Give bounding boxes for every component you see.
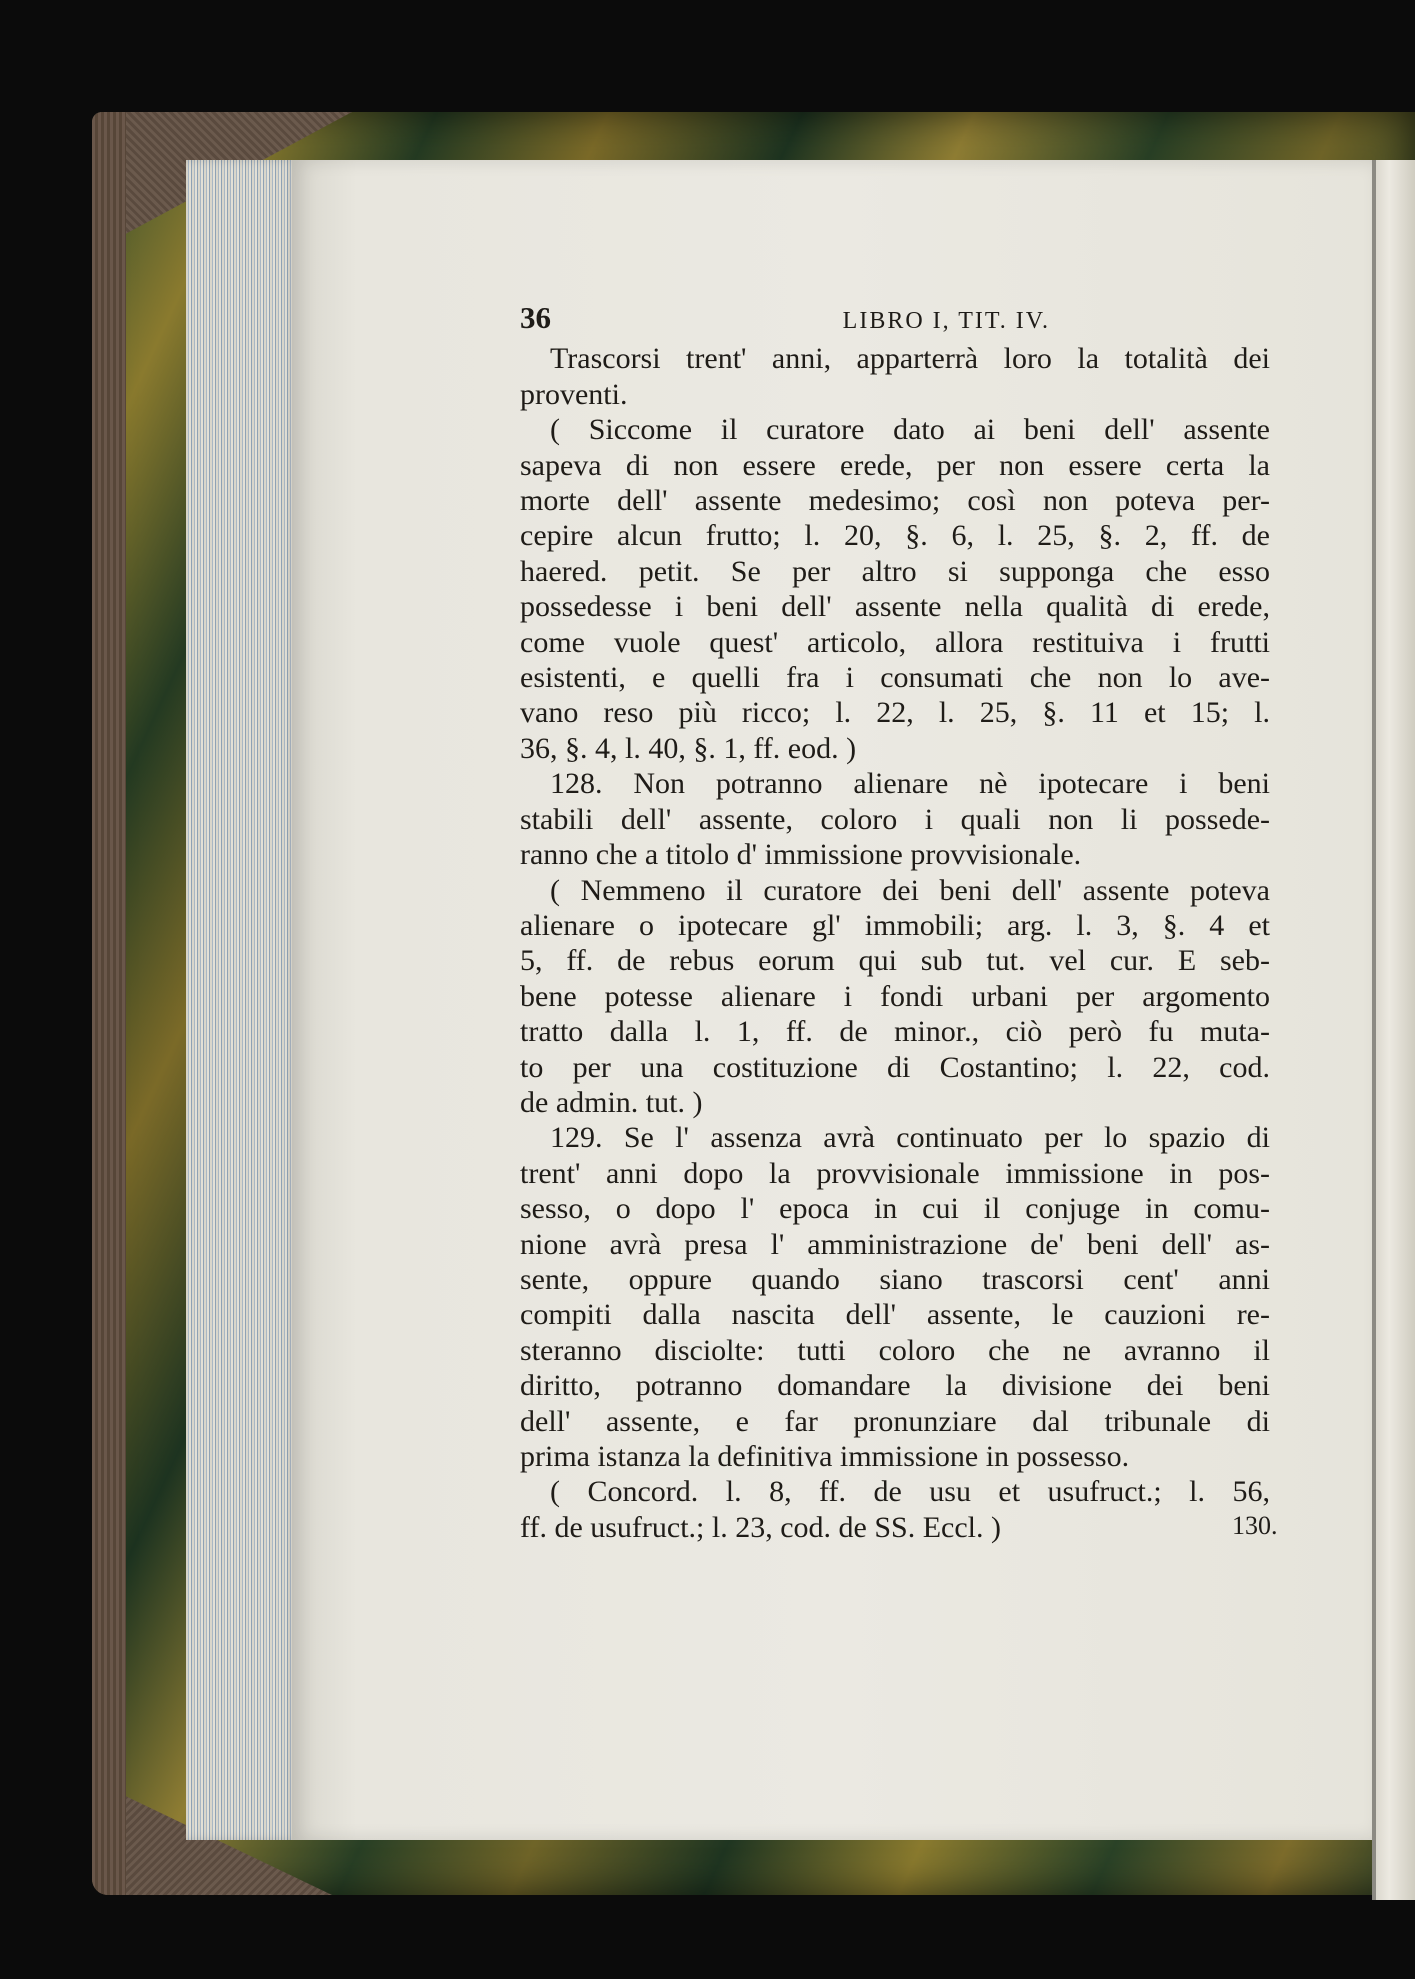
text-line: de admin. tut. ) (520, 1085, 703, 1119)
text-line: nione avrà presa l' amministrazione de' beni dell' as- (520, 1227, 1270, 1261)
text-line: trent' anni dopo la provvisionale immissione in pos- (520, 1156, 1270, 1190)
text-line: cepire alcun frutto; l. 20, §. 6, l. 25, §. 2, ff. de (520, 519, 1270, 553)
text-line: haered. petit. Se per altro si supponga che esso (520, 554, 1270, 588)
text-line: steranno disciolte: tutti coloro che ne avranno il (520, 1333, 1270, 1367)
text-line: to per una costituzione di Costantino; l. 22, cod. (520, 1050, 1270, 1084)
text-line: come vuole quest' articolo, allora restituiva i frutti (520, 625, 1270, 659)
text-line: possedesse i beni dell' assente nella qualità di erede, (520, 590, 1270, 624)
book-spine-edge (92, 112, 126, 1895)
text-line: ( Concord. l. 8, ff. de usu et usufruct.; l. 56, (550, 1475, 1270, 1509)
text-line: prima istanza la definitiva immissione in possesso. (520, 1440, 1130, 1473)
text-line: ( Nemmeno il curatore dei beni dell' assente poteva (550, 873, 1270, 907)
text-line: ranno che a titolo d' immissione provvisionale. (520, 838, 1082, 872)
page-number: 36 (520, 300, 551, 335)
text-line: proventi. (520, 377, 628, 411)
text-line: 128. Non potranno alienare nè ipotecare i beni (550, 767, 1270, 801)
text-line: ( Siccome il curatore dato ai beni dell' assente (550, 413, 1270, 447)
text-line: sesso, o dopo l' epoca in cui il conjuge in comu- (520, 1192, 1270, 1226)
text-line: Trascorsi trent' anni, apparterrà loro la totalità dei (550, 342, 1270, 376)
text-line: esistenti, e quelli fra i consumati che non lo ave- (520, 661, 1270, 695)
text-line: diritto, potranno domandare la divisione dei beni (520, 1369, 1270, 1403)
text-line: morte dell' assente medesimo; così non poteva per- (520, 484, 1270, 518)
text-line: ff. de usufruct.; l. 23, cod. de SS. Eccl. ) (520, 1510, 1002, 1544)
facing-page-edge (1372, 160, 1415, 1900)
text-line: alienare o ipotecare gl' immobili; arg. l. 3, §. 4 et (520, 908, 1270, 942)
text-line: 129. Se l' assenza avrà continuato per lo spazio di (550, 1121, 1270, 1155)
text-line: 5, ff. de rebus eorum qui sub tut. vel cur. E seb- (520, 944, 1270, 978)
running-head: LIBRO I, TIT. IV. (842, 308, 1050, 334)
text-line: sapeva di non essere erede, per non essere certa la (520, 448, 1270, 482)
text-line: sente, oppure quando siano trascorsi cent' anni (520, 1262, 1270, 1296)
text-line: bene potesse alienare i fondi urbani per argomento (520, 979, 1270, 1013)
page-header (520, 300, 1050, 339)
page-edges (186, 160, 298, 1840)
text-line: stabili dell' assente, coloro i quali non li possede- (520, 802, 1270, 836)
text-line: tratto dalla l. 1, ff. de minor., ciò però fu muta- (520, 1015, 1270, 1049)
text-line: 36, §. 4, l. 40, §. 1, ff. eod. ) (520, 731, 857, 765)
text-line: vano reso più ricco; l. 22, l. 25, §. 11 et 15; l. (520, 696, 1270, 730)
page-text (520, 300, 1270, 1545)
catchword: 130. (1232, 1511, 1278, 1540)
text-line: compiti dalla nascita dell' assente, le cauzioni re- (520, 1298, 1270, 1332)
text-line: dell' assente, e far pronunziare dal tribunale di (520, 1404, 1270, 1438)
